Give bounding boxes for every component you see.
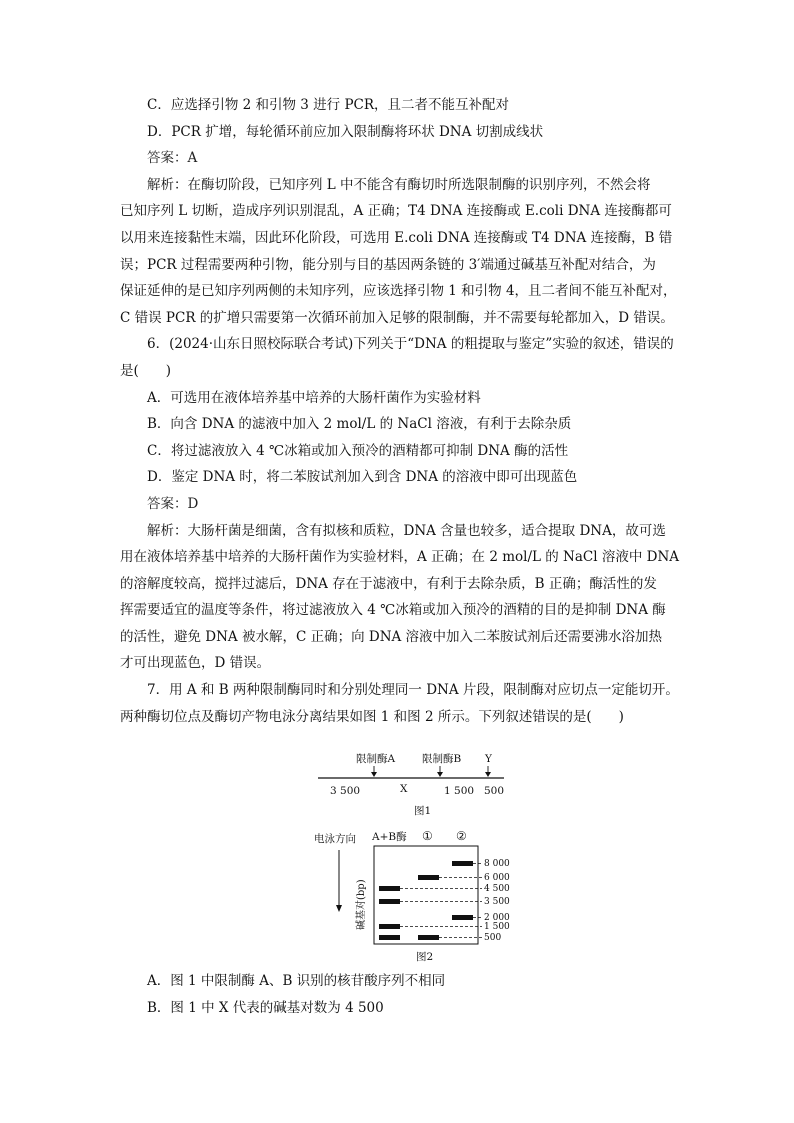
lane-ab-label: A+B酶 xyxy=(372,831,407,843)
explanation-line: C 错误 PCR 的扩增只需要第一次循环前加入足够的限制酶，并不需要每轮都加入，D 错误。 xyxy=(120,309,674,326)
band-ab-3500 xyxy=(379,899,400,904)
size-mark: 3 500 xyxy=(484,897,510,907)
band-lane2-8000 xyxy=(452,861,473,866)
explanation-line: 才可出现蓝色，D 错误。 xyxy=(120,655,271,672)
band-lane1-500 xyxy=(418,935,439,940)
dashed-guides xyxy=(400,864,482,938)
cut-arrow-b-head xyxy=(437,772,443,777)
explanation-line: 误；PCR 过程需要两种引物，能分别与目的基因两条链的 3′端通过碱基互补配对结合，为 xyxy=(120,256,656,273)
explanation-line: 已知序列 L 切断，造成序列识别混乱，A 正确；T4 DNA 连接酶或 E.coli DNA 连接酶都可 xyxy=(120,203,672,220)
size-mark: 6 000 xyxy=(484,873,510,883)
band-lane2-2000 xyxy=(452,915,473,920)
direction-label: 电泳方向 xyxy=(314,833,356,845)
option-a: A．可选用在液体培养基中培养的大肠杆菌作为实验材料 xyxy=(147,389,481,406)
question-6-stem: 6．(2024·山东日照校际联合考试)下列关于“DNA 的粗提取与鉴定”实验的叙述，错误的 xyxy=(147,336,674,353)
y-axis-label: 碱基对(bp) xyxy=(356,879,367,930)
question-text-block xyxy=(120,92,680,730)
question-7-options xyxy=(120,968,680,1021)
explanation-line: 解析：大肠杆菌是细菌，含有拟核和质粒，DNA 含量也较多，适合提取 DNA，故可选 xyxy=(147,522,666,539)
explanation-line: 保证延伸的是已知序列两侧的未知序列，应该选择引物 1 和引物 4，且二者间不能互补配对， xyxy=(120,283,677,300)
segment-label-right: 500 xyxy=(484,785,505,797)
explanation-line: 用在液体培养基中培养的大肠杆菌作为实验材料，A 正确；在 2 mol/L 的 NaCl 溶液中 DNA xyxy=(120,549,680,566)
lane-1-label: ① xyxy=(422,829,433,843)
cut-arrow-y-head xyxy=(485,772,491,777)
segment-label-x: X xyxy=(400,783,408,795)
question-6-stem: 是( ) xyxy=(120,362,172,379)
explanation-line: 的溶解度较高，搅拌过滤后，DNA 存在于滤液中，有利于去除杂质，B 正确；酶活性的发 xyxy=(120,575,657,592)
size-mark: 2 000 xyxy=(484,913,510,923)
figure-1-restriction-map xyxy=(318,748,508,820)
option-d: D．鉴定 DNA 时，将二苯胺试剂加入到含 DNA 的溶液中即可出现蓝色 xyxy=(147,469,578,486)
size-mark: 8 000 xyxy=(484,859,510,869)
lane-2-label: ② xyxy=(456,829,467,843)
figure-1-caption: 图1 xyxy=(414,805,432,817)
answer: 答案：D xyxy=(147,495,199,512)
option-d: D．PCR 扩增，每轮循环前应加入限制酶将环状 DNA 切割成线状 xyxy=(147,123,544,140)
option-c: C．应选择引物 2 和引物 3 进行 PCR，且二者不能互补配对 xyxy=(147,97,510,113)
y-label: Y xyxy=(485,753,492,765)
explanation-line: 以用来连接黏性末端，因此环化阶段，可选用 E.coli DNA 连接酶或 T4 DNA 连接酶，B 错 xyxy=(120,229,673,246)
band-ab-500 xyxy=(379,935,400,940)
size-mark: 1 500 xyxy=(484,922,510,932)
answer: 答案：A xyxy=(147,150,198,167)
option-b: B．向含 DNA 的滤液中加入 2 mol/L 的 NaCl 溶液，有利于去除杂质 xyxy=(147,416,572,433)
explanation-line: 挥需要适宜的温度等条件，将过滤液放入 4 ℃冰箱或加入预冷的酒精的目的是抑制 DNA 酶 xyxy=(120,602,666,619)
option-a: A．图 1 中限制酶 A、B 识别的核苷酸序列不相同 xyxy=(147,973,446,989)
band-ab-1500 xyxy=(379,924,400,929)
explanation-line: 解析：在酶切阶段，已知序列 L 中不能含有酶切时所选限制酶的识别序列，不然会将 xyxy=(147,176,651,193)
bands-group xyxy=(379,861,473,940)
cut-arrow-a-head xyxy=(371,772,377,777)
option-b: B．图 1 中 X 代表的碱基对数为 4 500 xyxy=(147,999,384,1016)
figure-2-electrophoresis xyxy=(312,826,512,966)
size-mark: 4 500 xyxy=(484,884,510,894)
enzyme-a-label: 限制酶A xyxy=(356,753,396,765)
question-7-stem: 两种酶切位点及酶切产物电泳分离结果如图 1 和图 2 所示。下列叙述错误的是( ) xyxy=(120,708,624,725)
enzyme-b-label: 限制酶B xyxy=(422,753,462,765)
figure-2-caption: 图2 xyxy=(416,951,434,963)
band-lane1-6000 xyxy=(418,875,439,880)
gel-frame xyxy=(374,846,478,944)
segment-label-mid: 1 500 xyxy=(444,785,475,797)
size-marks xyxy=(484,859,510,943)
band-ab-4500 xyxy=(379,886,400,891)
direction-arrow-head xyxy=(336,905,342,912)
size-mark: 500 xyxy=(484,933,502,943)
explanation-line: 的活性，避免 DNA 被水解，C 正确；向 DNA 溶液中加入二苯胺试剂后还需要沸水浴加热 xyxy=(120,628,663,645)
option-c: C．将过滤液放入 4 ℃冰箱或加入预冷的酒精都可抑制 DNA 酶的活性 xyxy=(147,442,569,459)
question-7-stem: 7．用 A 和 B 两种限制酶同时和分别处理同一 DNA 片段，限制酶对应切点一定能切开。 xyxy=(147,682,679,699)
segment-label-left: 3 500 xyxy=(330,785,361,797)
